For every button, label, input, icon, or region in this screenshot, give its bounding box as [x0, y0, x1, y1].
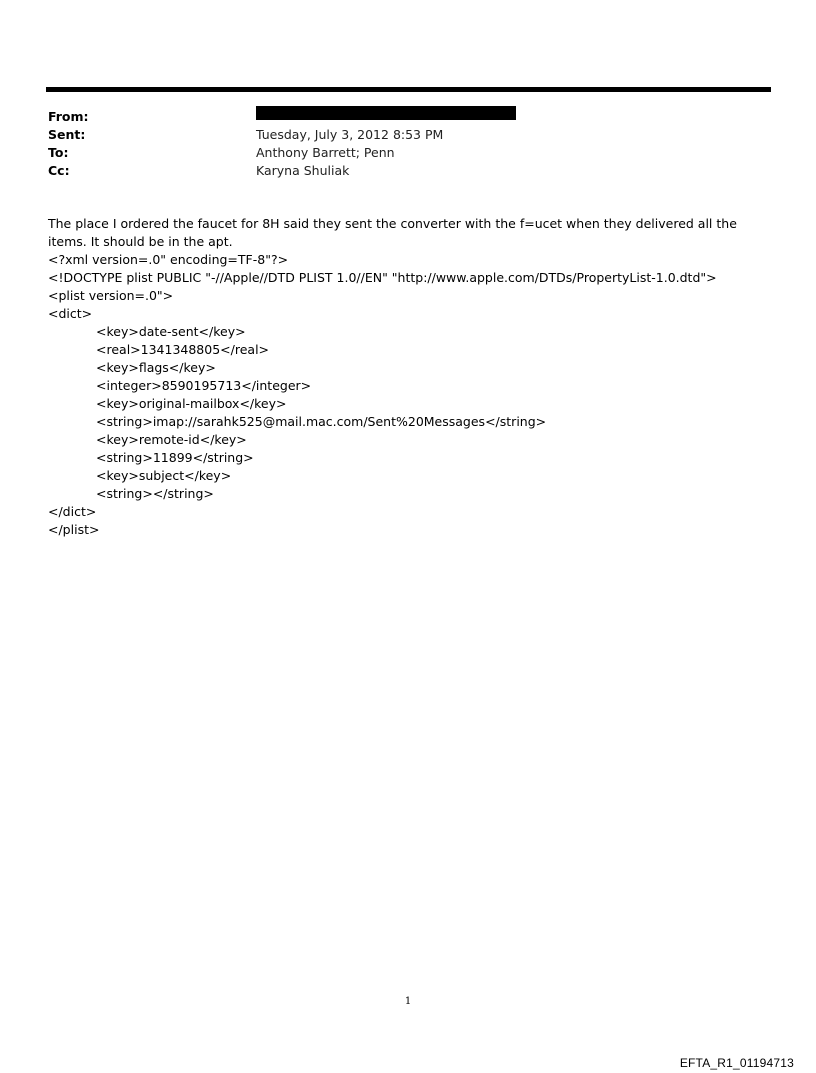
- cc-value: Karyna Shuliak: [256, 163, 350, 178]
- dict-entry: <key>remote-id</key>: [96, 432, 247, 447]
- doctype-line: <!DOCTYPE plist PUBLIC "-//Apple//DTD PLIST 1.0//EN" "http://www.apple.com/DTDs/PropertyList-1.0.dtd">: [48, 270, 717, 285]
- dict-entry: <string></string>: [96, 486, 214, 501]
- cc-label: Cc:: [48, 163, 70, 178]
- dict-entry: <key>subject</key>: [96, 468, 232, 483]
- dict-entry: <real>1341348805</real>: [96, 342, 270, 357]
- dict-close-line: </dict>: [48, 504, 97, 519]
- from-label: From:: [48, 109, 89, 124]
- dict-entry: <key>flags</key>: [96, 360, 216, 375]
- plist-close-line: </plist>: [48, 522, 100, 537]
- dict-entry: <integer>8590195713</integer>: [96, 378, 312, 393]
- header-rule: [46, 87, 771, 92]
- dict-entry: <string>imap://sarahk525@mail.mac.com/Sent%20Messages</string>: [96, 414, 547, 429]
- dict-entry: <key>original-mailbox</key>: [96, 396, 287, 411]
- document-id: EFTA_R1_01194713: [679, 1056, 794, 1070]
- email-body: [48, 215, 764, 539]
- sent-value: Tuesday, July 3, 2012 8:53 PM: [256, 127, 444, 142]
- to-value: Anthony Barrett; Penn: [256, 145, 395, 160]
- dict-open-line: <dict>: [48, 306, 93, 321]
- page-number: 1: [404, 996, 412, 1007]
- xml-declaration-line: <?xml version=.0" encoding=TF-8"?>: [48, 252, 289, 267]
- sent-label: Sent:: [48, 127, 86, 142]
- redaction-bar: [256, 106, 516, 120]
- message-paragraph: The place I ordered the faucet for 8H said they sent the converter with the f=ucet when they delivered all the items. It should be in the apt.: [48, 216, 737, 249]
- plist-open-line: <plist version=.0">: [48, 288, 174, 303]
- dict-entry: <string>11899</string>: [96, 450, 254, 465]
- from-value-redacted: [256, 108, 526, 126]
- to-label: To:: [48, 145, 69, 160]
- dict-entry: <key>date-sent</key>: [96, 324, 246, 339]
